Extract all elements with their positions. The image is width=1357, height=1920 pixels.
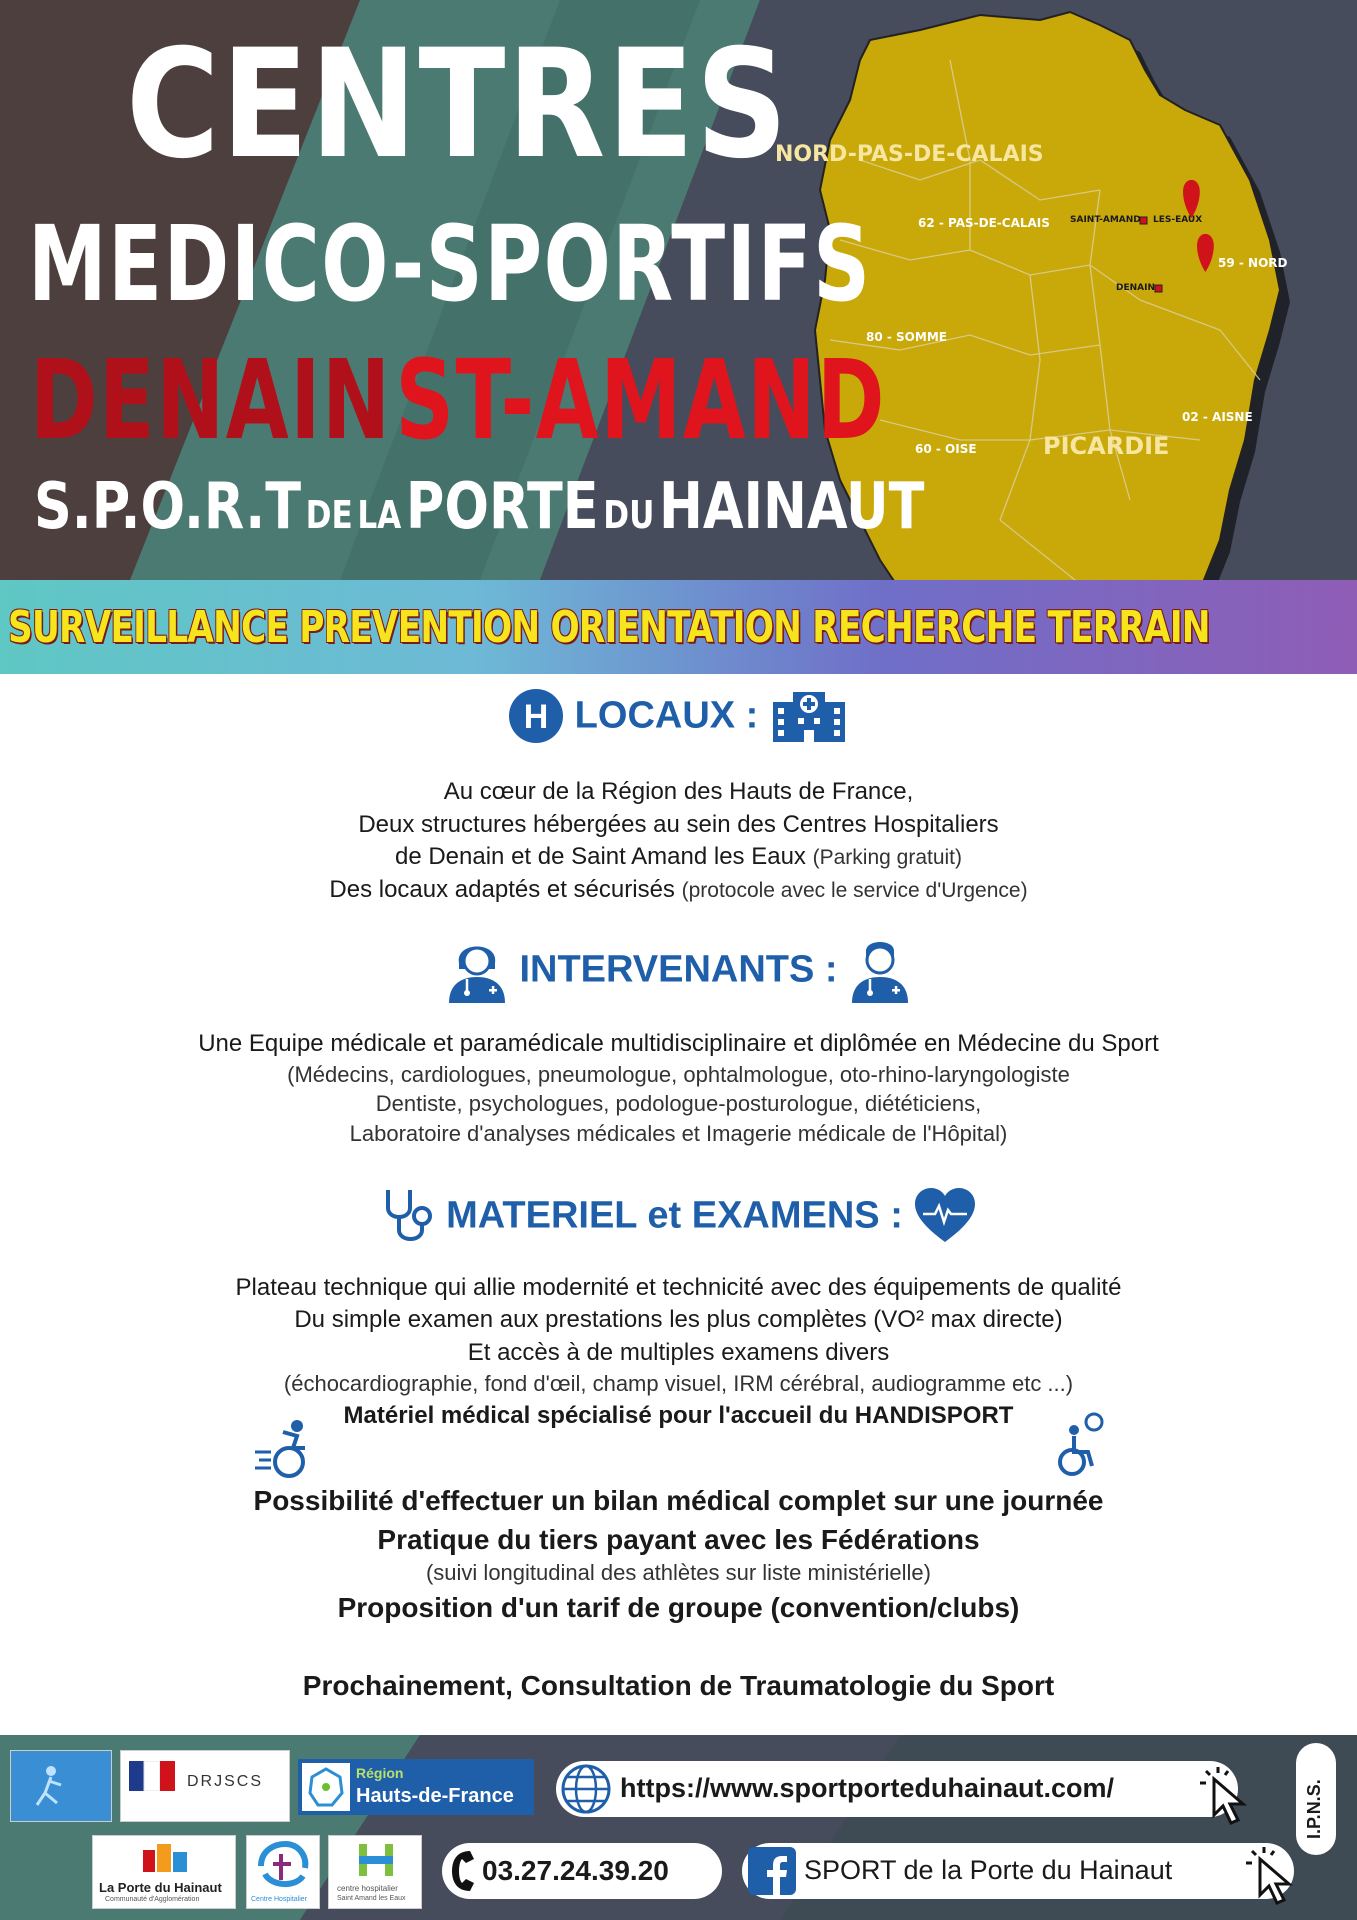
sport-porte: PORTE <box>405 470 599 544</box>
sport-acronym: S.P.O.R.T <box>34 470 302 544</box>
intervenants-heading: INTERVENANTS : <box>519 948 838 991</box>
locaux-line-4-main: Des locaux adaptés et sécurisés <box>329 876 675 903</box>
extras-line-3: (suivi longitudinal des athlètes sur liste ministérielle) <box>425 1560 931 1585</box>
porte-hainaut-emblem-icon <box>137 1840 193 1876</box>
ch-saint-amand-emblem-icon <box>353 1840 399 1880</box>
locaux-line-2: Deux structures hébergées au sein des Centres Hospitaliers <box>358 811 999 838</box>
french-republic-flag-icon <box>129 1761 175 1791</box>
sport-la: LA <box>357 493 402 537</box>
city-saint-amand-label: SAINT-AMAND <box>1070 215 1141 225</box>
extras-line-1: Possibilité d'effectuer un bilan médical complet sur une journée <box>253 1485 1104 1516</box>
materiel-line-3: Et accès à de multiples examens divers <box>467 1339 890 1366</box>
missions-banner <box>0 580 1357 674</box>
materiel-heading: MATERIEL et EXAMENS : <box>446 1194 903 1237</box>
title-centres: CENTRES <box>126 18 790 192</box>
porte-hainaut-logo <box>92 1835 236 1909</box>
heart-pulse-icon <box>913 1186 977 1246</box>
female-doctor-icon <box>445 935 509 1005</box>
cursor-click-icon <box>1198 1765 1262 1831</box>
city-les-eaux-label: LES-EAUX <box>1153 215 1203 225</box>
intervenants-line-3: Dentiste, psychologues, podologue-posturologue, diététiciens, <box>375 1091 982 1116</box>
intervenants-heading-row <box>0 935 1357 1005</box>
website-url[interactable]: https://www.sportporteduhainaut.com/ <box>620 1773 1114 1803</box>
locaux-line-3-main: de Denain et de Saint Amand les Eaux <box>394 843 806 870</box>
facebook-icon <box>748 1847 796 1895</box>
locaux-heading-row <box>0 688 1357 744</box>
dept-59-label: 59 - NORD <box>1218 256 1288 270</box>
extras-line-2: Pratique du tiers payant avec les Fédérations <box>377 1524 980 1555</box>
title-denain: DENAIN <box>30 336 392 464</box>
stethoscope-icon <box>380 1186 436 1246</box>
materiel-line-5: Matériel médical spécialisé pour l'accueil du HANDISPORT <box>343 1402 1014 1429</box>
locaux-line-3-note: (Parking gratuit) <box>812 846 962 869</box>
france-map-logo-icon <box>302 1763 350 1811</box>
dept-60-label: 60 - OISE <box>915 442 977 456</box>
region-south-label: PICARDIE <box>1043 432 1170 460</box>
extras-line-4: Proposition d'un tarif de groupe (convention/clubs) <box>337 1592 1020 1623</box>
ch-denain-text: Centre Hospitalier <box>251 1896 308 1903</box>
city-denain-label: DENAIN <box>1116 283 1155 293</box>
website-link[interactable] <box>556 1761 1238 1817</box>
locaux-line-4 <box>0 876 1357 904</box>
drjscs-text: DRJSCS <box>187 1773 264 1790</box>
ch-denain-emblem-icon <box>255 1840 311 1892</box>
banner-text: SURVEILLANCE PREVENTION ORIENTATION RECHERCHE TERRAIN <box>8 602 1210 653</box>
dept-02-label: 02 - AISNE <box>1182 410 1253 424</box>
male-doctor-icon <box>848 935 912 1005</box>
intervenants-line-4: Laboratoire d'analyses médicales et Imagerie médicale de l'Hôpital) <box>349 1121 1008 1146</box>
intervenants-line-1: Une Equipe médicale et paramédicale multidisciplinaire et diplômée en Médecine du Sport <box>198 1030 1159 1057</box>
porte-hainaut-text: La Porte du Hainaut <box>99 1880 222 1895</box>
dept-80-label: 80 - SOMME <box>866 330 947 344</box>
locaux-heading: LOCAUX : <box>574 694 759 737</box>
materiel-line-4: (échocardiographie, fond d'œil, champ visuel, IRM cérébral, audiogramme etc ...) <box>283 1371 1074 1396</box>
region-logo <box>298 1759 534 1815</box>
ch-saint-amand-text: centre hospitalier <box>337 1884 398 1893</box>
locaux-line-3 <box>0 843 1357 871</box>
hospital-h-icon <box>508 688 564 744</box>
ch-denain-logo <box>246 1835 320 1909</box>
globe-icon <box>560 1763 612 1815</box>
ipns-tag <box>1296 1743 1336 1855</box>
materiel-heading-row <box>0 1186 1357 1246</box>
title-medico-sportifs: MEDICO-SPORTIFS <box>28 203 872 325</box>
title-cities <box>30 336 886 488</box>
phone-text[interactable]: 03.27.24.39.20 <box>482 1855 669 1886</box>
facebook-link[interactable] <box>742 1843 1294 1899</box>
facebook-text[interactable]: SPORT de la Porte du Hainaut <box>804 1855 1173 1885</box>
sport-hainaut: HAINAUT <box>658 470 925 544</box>
locaux-line-1: Au cœur de la Région des Hauts de France, <box>443 778 914 805</box>
handisport-athlete-icon <box>253 1418 315 1480</box>
phone-icon <box>448 1849 478 1893</box>
porte-hainaut-subtext: Communauté d'Agglomération <box>105 1896 200 1903</box>
locaux-line-4-note: (protocole avec le service d'Urgence) <box>681 879 1028 902</box>
hospital-badge-letter: H <box>523 698 549 736</box>
extras-line-5: Prochainement, Consultation de Traumatologie du Sport <box>302 1670 1055 1701</box>
ch-saint-amand-logo <box>328 1835 422 1909</box>
sport-du: DU <box>603 493 655 537</box>
hospital-building-icon <box>769 688 849 744</box>
region-north-label: NORD-PAS-DE-CALAIS <box>775 142 1044 167</box>
region-logo-small: Région <box>356 1765 404 1781</box>
sport-subtitle <box>34 470 924 544</box>
materiel-line-1: Plateau technique qui allie modernité et technicité avec des équipements de qualité <box>235 1274 1122 1301</box>
drjscs-logo <box>120 1750 290 1822</box>
footer <box>0 1735 1357 1920</box>
intervenants-line-2: (Médecins, cardiologues, pneumologue, ophtalmologue, oto-rhino-laryngologiste <box>287 1062 1070 1087</box>
ipns-text: I.P.N.S. <box>1304 1779 1324 1839</box>
runner-logo-icon <box>11 1751 111 1821</box>
ch-saint-amand-subtext: Saint Amand les Eaux <box>337 1895 406 1902</box>
phone-number[interactable] <box>442 1843 722 1899</box>
materiel-line-2: Du simple examen aux prestations les plus complètes (VO² max directe) <box>294 1306 1063 1333</box>
region-logo-big: Hauts-de-France <box>356 1785 514 1807</box>
sport-de: DE <box>305 493 353 537</box>
cursor-click-icon-2 <box>1244 1845 1308 1911</box>
wheelchair-basketball-icon <box>1052 1412 1108 1478</box>
dept-62-label: 62 - PAS-DE-CALAIS <box>918 216 1050 230</box>
title-stamand: ST-AMAND <box>395 336 886 464</box>
header <box>0 0 1357 580</box>
association-logo <box>10 1750 112 1822</box>
